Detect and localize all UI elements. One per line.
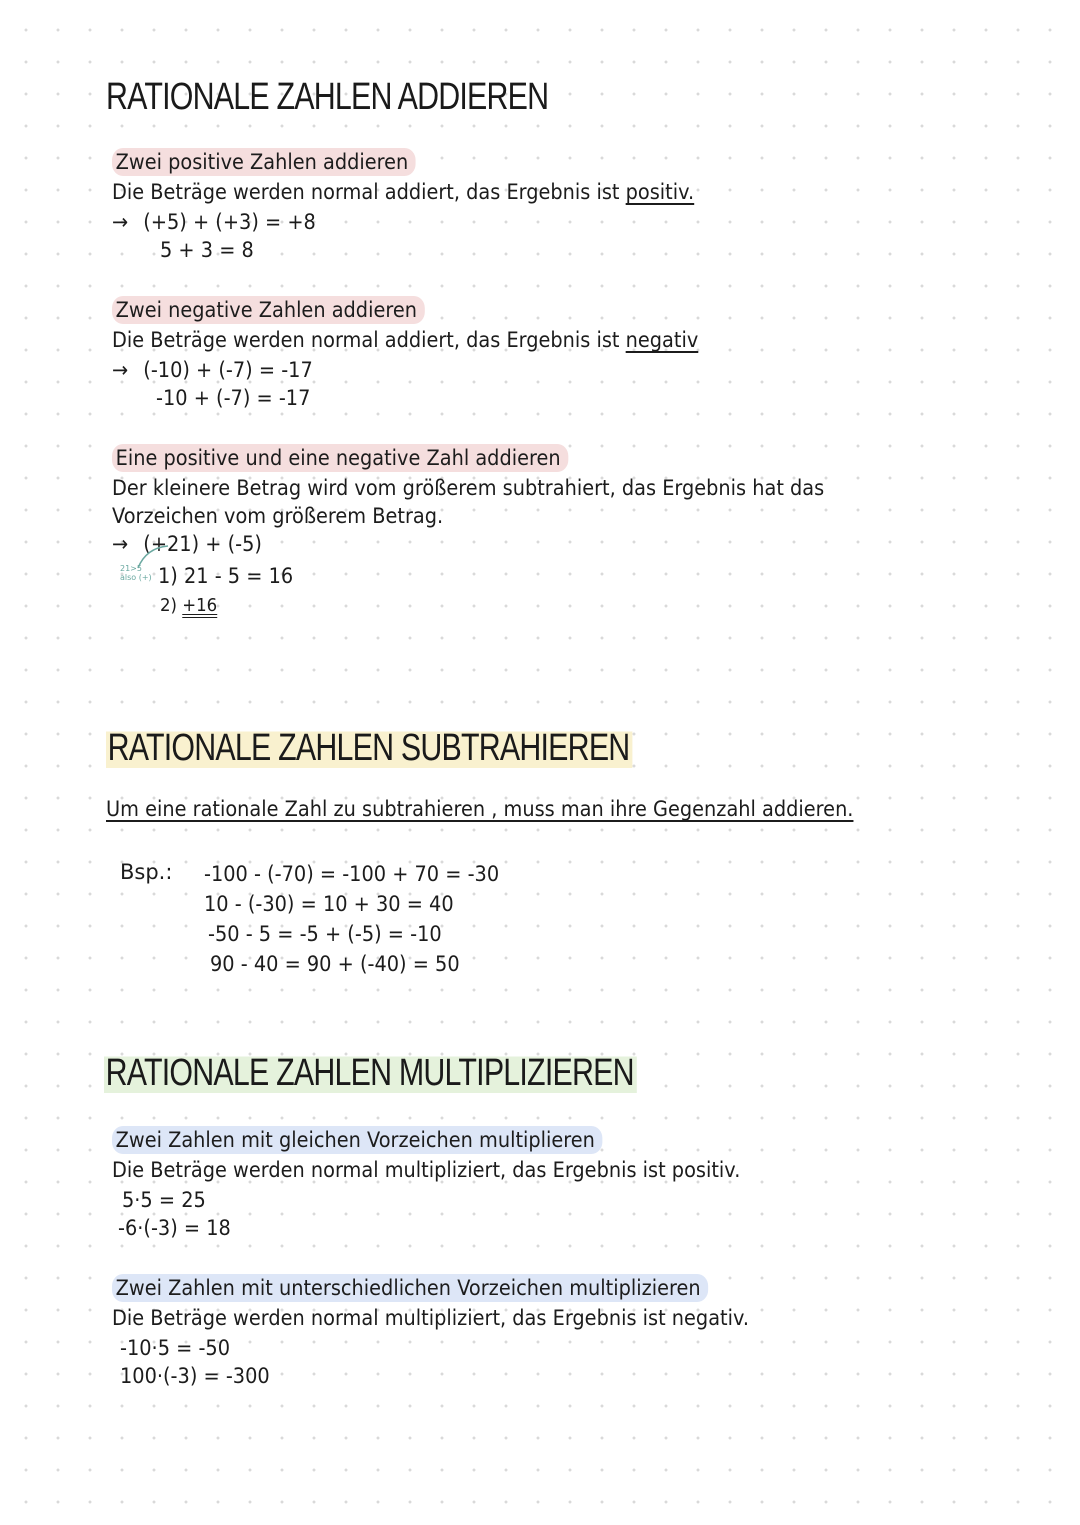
subheading-same-sign: Zwei Zahlen mit gleichen Vorzeichen multiplieren bbox=[112, 1126, 602, 1154]
example-equation: -6·(-3) = 18 bbox=[118, 1216, 231, 1240]
subtraction-rule: Um eine rationale Zahl zu subtrahieren , muss man ihre Gegenzahl addieren. bbox=[106, 797, 854, 821]
subheading-mixed-addieren: Eine positive und eine negative Zahl addieren bbox=[112, 444, 568, 472]
solution-step: 2) bbox=[160, 595, 183, 616]
example-equation: 5 + 3 = 8 bbox=[160, 238, 254, 262]
example-label: Bsp.: bbox=[120, 860, 173, 884]
rule-underlined-word: positiv. bbox=[625, 180, 695, 204]
subheading-negative-addieren: Zwei negative Zahlen addieren bbox=[112, 296, 424, 324]
example-equation: 5·5 = 25 bbox=[122, 1188, 206, 1212]
subheading-different-sign: Zwei Zahlen mit unterschiedlichen Vorzeichen multiplizieren bbox=[112, 1274, 708, 1302]
rule-underlined-word: negativ bbox=[625, 328, 699, 352]
example-equation: (+5) + (+3) = +8 bbox=[143, 210, 316, 234]
example-equation: 10 - (-30) = 10 + 30 = 40 bbox=[204, 892, 454, 916]
example-equation: 90 - 40 = 90 + (-40) = 50 bbox=[210, 952, 460, 976]
example-equation: -100 - (-70) = -100 + 70 = -30 bbox=[204, 862, 500, 886]
rule-text: Der kleinere Betrag wird vom größerem subtrahiert, das Ergebnis hat das bbox=[112, 476, 825, 500]
example-equation: (+21) + (-5) bbox=[143, 532, 262, 556]
rule-text: Vorzeichen vom größerem Betrag. bbox=[112, 504, 444, 528]
example-equation: -10 + (-7) = -17 bbox=[156, 386, 311, 410]
rule-text: Die Beträge werden normal addiert, das Ergebnis ist bbox=[112, 180, 626, 204]
rule-text: Die Beträge werden normal addiert, das Ergebnis ist bbox=[112, 328, 626, 352]
title-subtrahieren: RATIONALE ZAHLEN SUBTRAHIEREN bbox=[106, 727, 633, 770]
final-result: +16 bbox=[182, 595, 218, 616]
rule-text: Die Beträge werden normal multipliziert, das Ergebnis ist positiv. bbox=[112, 1158, 741, 1182]
example-equation: -50 - 5 = -5 + (-5) = -10 bbox=[208, 922, 442, 946]
arrow-icon: → bbox=[112, 210, 129, 234]
arrow-icon: → bbox=[112, 358, 129, 382]
subheading-positive-addieren: Zwei positive Zahlen addieren bbox=[112, 148, 416, 176]
rule-text: Die Beträge werden normal multipliziert, das Ergebnis ist negativ. bbox=[112, 1306, 750, 1330]
example-equation: -10·5 = -50 bbox=[120, 1336, 231, 1360]
example-equation: 100·(-3) = -300 bbox=[120, 1364, 270, 1388]
title-addieren: RATIONALE ZAHLEN ADDIEREN bbox=[106, 76, 549, 118]
example-equation: (-10) + (-7) = -17 bbox=[143, 358, 313, 382]
arrow-icon: → bbox=[112, 532, 129, 556]
title-multiplizieren: RATIONALE ZAHLEN MULTIPLIZIEREN bbox=[104, 1052, 637, 1095]
margin-note: 21>5 also (+) bbox=[120, 564, 152, 582]
solution-step: 1) 21 - 5 = 16 bbox=[158, 564, 294, 588]
